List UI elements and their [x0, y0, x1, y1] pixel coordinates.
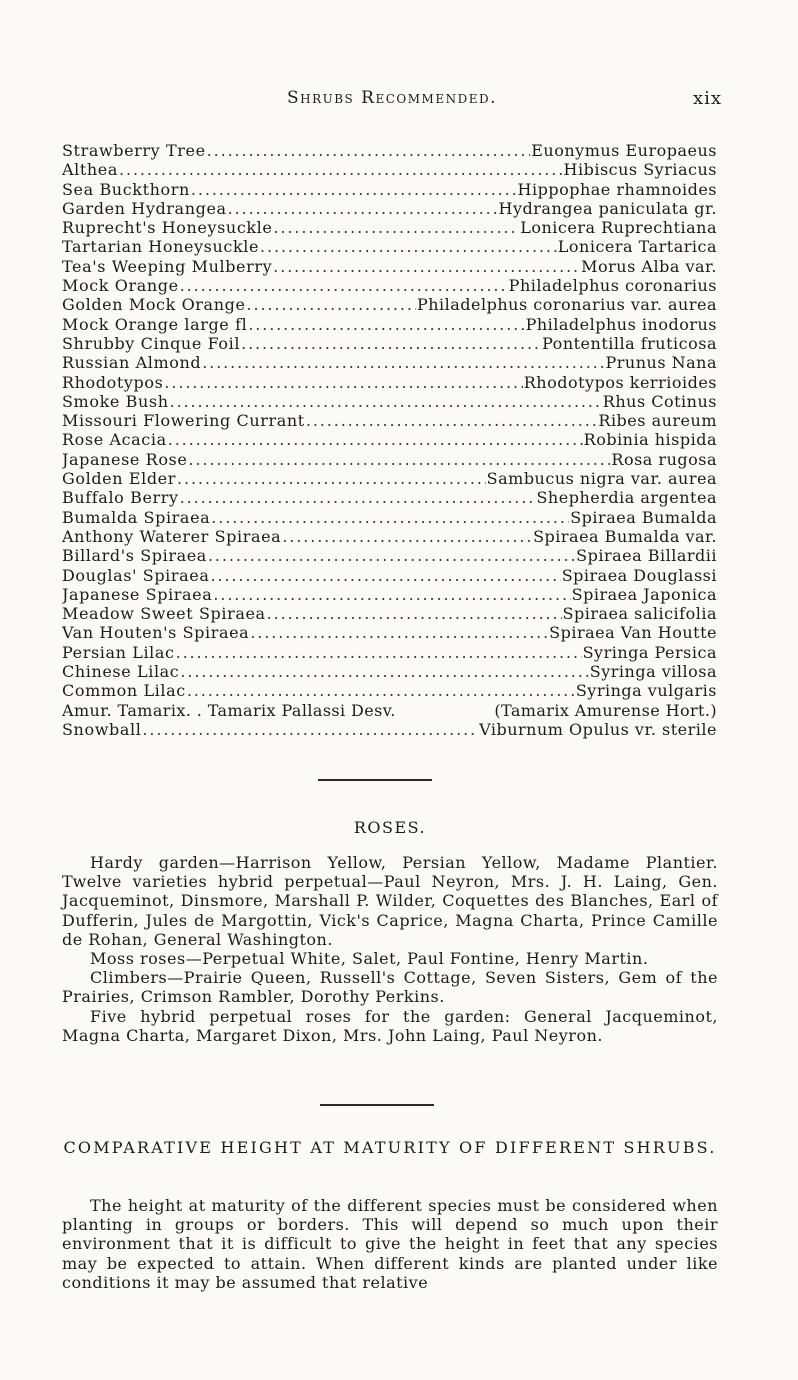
running-title: Shrubs Recommended.	[286, 88, 498, 108]
botanical-name: Spiraea salicifolia	[562, 604, 717, 624]
common-name: Rose Acacia	[62, 430, 167, 450]
common-name: Strawberry Tree	[62, 141, 206, 160]
tamarix-row	[62, 701, 717, 720]
shrub-row	[62, 662, 717, 681]
common-name: Anthony Waterer Spiraea	[62, 526, 282, 546]
botanical-name: Ribes aureum	[598, 411, 717, 431]
shrub-row	[62, 546, 717, 565]
dot-leader	[176, 643, 582, 662]
botanical-name: Lonicera Ruprechtiana	[520, 218, 717, 238]
height-text	[62, 1196, 718, 1292]
roses-heading: ROSES.	[353, 818, 427, 837]
section-divider	[320, 1104, 434, 1106]
running-head	[62, 88, 722, 114]
common-name: Golden Mock Orange	[62, 295, 246, 315]
shrub-row	[62, 585, 717, 604]
dot-leader	[306, 411, 598, 430]
common-name: Billard's Spiraea	[62, 546, 207, 566]
botanical-name: Syringa villosa	[589, 662, 717, 682]
shrub-row	[62, 643, 717, 662]
shrub-row	[62, 566, 717, 585]
shrub-row	[62, 353, 717, 372]
shrub-row	[62, 527, 717, 546]
botanical-name: Rhodotypos kerrioides	[523, 372, 717, 392]
dot-leader	[170, 392, 602, 411]
botanical-name: Spiraea Bumalda var.	[533, 526, 717, 546]
common-name: Japanese Spiraea	[62, 584, 213, 604]
common-name: Golden Elder	[62, 469, 176, 489]
common-name: Buffalo Berry	[62, 488, 179, 508]
common-name: Garden Hydrangea	[62, 198, 227, 218]
shrub-row	[62, 315, 717, 334]
botanical-name: Hibiscus Syriacus	[563, 160, 717, 180]
common-name: Japanese Rose	[62, 449, 188, 469]
shrub-row	[62, 218, 717, 237]
dot-leader	[180, 276, 508, 295]
dot-leader	[180, 488, 536, 507]
shrub-row	[62, 450, 717, 469]
paragraph: Five hybrid perpetual roses for the garden: General Jacqueminot, Magna Charta, Margaret Dixon, Mrs. John Laing, Paul Neyron.	[62, 1006, 718, 1045]
shrub-row	[62, 373, 717, 392]
botanical-name: Rhus Cotinus	[602, 391, 717, 411]
shrub-row	[62, 411, 717, 430]
dot-leader	[273, 218, 519, 237]
botanical-name: Sambucus nigra var. aurea	[486, 469, 717, 489]
tamarix-common: Amur. Tamarix. . Tamarix Pallassi Desv.	[62, 700, 396, 720]
dot-leader	[260, 237, 557, 256]
common-name: Smoke Bush	[62, 391, 169, 411]
dot-leader	[188, 450, 610, 469]
shrub-row	[62, 392, 717, 411]
botanical-name: Pontentilla fruticosa	[542, 333, 717, 353]
shrub-row	[62, 276, 717, 295]
dot-leader	[228, 199, 498, 218]
botanical-name: Philadelphus coronarius var. aurea	[416, 295, 717, 315]
botanical-name: Spiraea Douglassi	[561, 565, 717, 585]
botanical-name: Spiraea Bumalda	[570, 507, 717, 527]
dot-leader	[248, 315, 524, 334]
botanical-name: Lonicera Tartarica	[557, 237, 717, 257]
paragraph: Moss roses—Perpetual White, Salet, Paul Fontine, Henry Martin.	[90, 949, 649, 969]
paragraph: Climbers—Prairie Queen, Russell's Cottage, Seven Sisters, Gem of the Prairies, Crimson Rambler, Dorothy Perkins.	[62, 968, 718, 1007]
botanical-name: Hippophae rhamnoides	[517, 179, 717, 199]
common-name: Bumalda Spiraea	[62, 507, 211, 527]
botanical-name: Morus Alba var.	[581, 256, 717, 276]
dot-leader	[164, 373, 522, 392]
shrub-row	[62, 623, 717, 642]
shrub-row	[62, 430, 717, 449]
dot-leader	[273, 257, 580, 276]
dot-leader	[213, 585, 570, 604]
dot-leader	[168, 430, 583, 449]
shrub-row	[62, 295, 717, 314]
shrub-row	[62, 681, 717, 700]
botanical-name: Spiraea Billardii	[576, 546, 717, 566]
dot-leader	[267, 604, 562, 623]
shrub-row	[62, 160, 717, 179]
dot-leader	[241, 334, 541, 353]
common-name: Mock Orange	[62, 276, 179, 296]
shrub-row	[62, 141, 717, 160]
dot-leader	[282, 527, 532, 546]
shrub-row	[62, 604, 717, 623]
shrub-row	[62, 488, 717, 507]
common-name: Persian Lilac	[62, 642, 175, 662]
common-name: Rhodotypos	[62, 372, 164, 392]
shrub-row	[62, 199, 717, 218]
botanical-name: Rosa rugosa	[611, 449, 717, 469]
dot-leader	[208, 546, 575, 565]
botanical-name: Syringa vulgaris	[575, 681, 717, 701]
dot-leader	[180, 662, 588, 681]
dot-leader	[202, 353, 604, 372]
roses-text	[62, 853, 718, 1045]
tamarix-synonym: (Tamarix Amurense Hort.)	[494, 700, 717, 720]
common-name: Sea Buckthorn	[62, 179, 190, 199]
common-name: Meadow Sweet Spiraea	[62, 604, 266, 624]
common-name: Van Houten's Spiraea	[62, 623, 250, 643]
dot-leader	[250, 623, 548, 642]
botanical-name: Philadelphus inodorus	[525, 314, 717, 334]
common-name: Althea	[62, 160, 119, 180]
common-name: Tea's Weeping Mulberry	[62, 256, 273, 276]
common-name: Tartarian Honeysuckle	[62, 237, 260, 257]
common-name: Snowball	[62, 719, 142, 739]
page-number: xix	[692, 88, 722, 109]
height-heading: COMPARATIVE HEIGHT AT MATURITY OF DIFFERENT SHRUBS.	[63, 1138, 717, 1157]
botanical-name: Philadelphus coronarius	[508, 276, 717, 296]
botanical-name: Spiraea Van Houtte	[549, 623, 717, 643]
botanical-name: Prunus Nana	[605, 353, 717, 373]
dot-leader	[207, 141, 531, 160]
shrub-row	[62, 257, 717, 276]
dot-leader	[177, 469, 486, 488]
common-name: Russian Almond	[62, 353, 202, 373]
shrub-row	[62, 180, 717, 199]
shrub-row	[62, 237, 717, 256]
dot-leader	[191, 180, 517, 199]
botanical-name: Viburnum Opulus vr. sterile	[479, 719, 717, 739]
shrub-row	[62, 508, 717, 527]
shrub-list	[62, 141, 717, 739]
common-name: Mock Orange large fl	[62, 314, 248, 334]
botanical-name: Robinia hispida	[583, 430, 717, 450]
botanical-name: Spiraea Japonica	[571, 584, 717, 604]
botanical-name: Syringa Persica	[582, 642, 717, 662]
common-name: Douglas' Spiraea	[62, 565, 210, 585]
section-divider	[318, 779, 432, 781]
shrub-row	[62, 469, 717, 488]
botanical-name: Hydrangea paniculata gr.	[498, 198, 717, 218]
common-name: Ruprecht's Honeysuckle	[62, 218, 273, 238]
dot-leader	[187, 681, 575, 700]
common-name: Missouri Flowering Currant	[62, 411, 305, 431]
common-name: Common Lilac	[62, 681, 186, 701]
common-name: Shrubby Cinque Foil	[62, 333, 241, 353]
paragraph: Hardy garden—Harrison Yellow, Persian Yellow, Madame Plantier. Twelve varieties hybrid perpetual—Paul Neyron, Mrs. J. H. Laing, Gen. Jacqueminot, Dinsmore, Marshall P. Wilder, Coquettes des Blanches, Earl of Dufferin, Jules de Margottin, Vick's Caprice, Magna Charta, Prince Camille de Rohan, General Washington.	[62, 853, 718, 949]
shrub-row	[62, 720, 717, 739]
dot-leader	[211, 508, 569, 527]
botanical-name: Shepherdia argentea	[536, 488, 717, 508]
paragraph: The height at maturity of the different species must be considered when planting in groups or borders. This will depend so much upon their environment that it is difficult to give the height in feet that any species may be expected to attain. When different kinds are planted under like conditions it may be assumed that relative	[62, 1196, 718, 1292]
common-name: Chinese Lilac	[62, 662, 180, 682]
dot-leader	[119, 160, 563, 179]
dot-leader	[210, 566, 560, 585]
shrub-row	[62, 334, 717, 353]
dot-leader	[142, 720, 478, 739]
botanical-name: Euonymus Europaeus	[531, 141, 717, 160]
dot-leader	[247, 295, 416, 314]
